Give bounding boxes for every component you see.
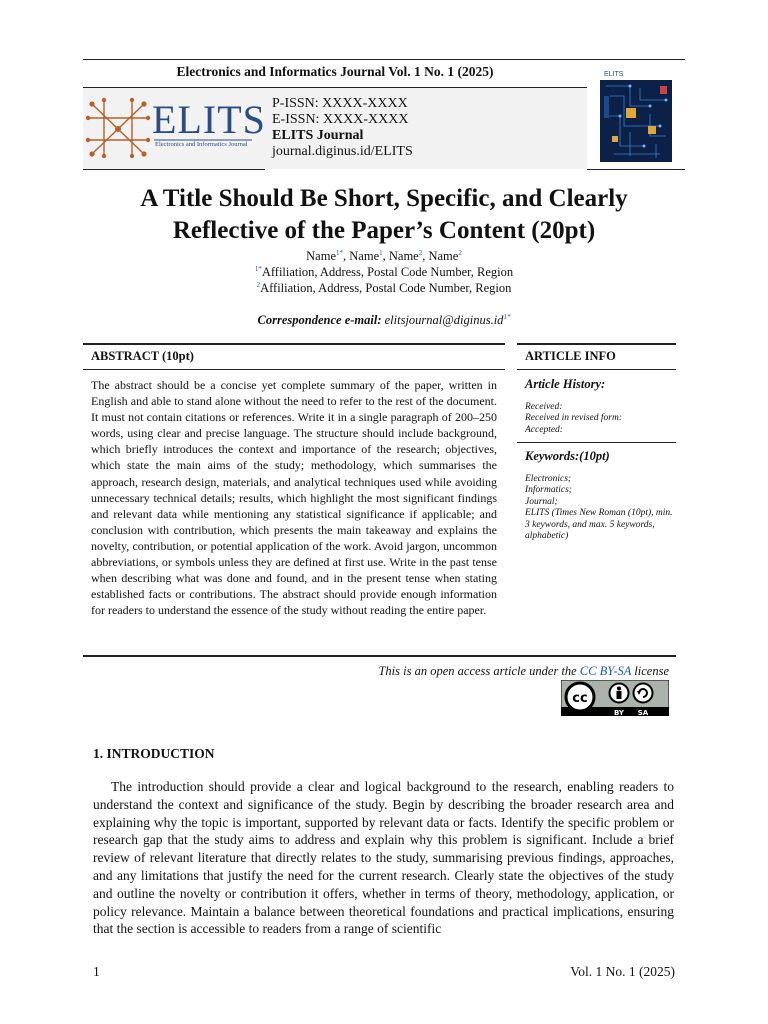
- author-name: Name: [349, 249, 380, 264]
- journal-line: Electronics and Informatics Journal Vol. 1 No. 1 (2025): [176, 64, 494, 79]
- license-statement: [300, 664, 669, 679]
- e-issn: E-ISSN: XXXX-XXXX: [272, 112, 409, 127]
- license-link[interactable]: CC BY-SA: [579, 664, 632, 678]
- issn-block: [272, 96, 413, 160]
- affiliation-1: [60, 265, 708, 280]
- journal-url: journal.diginus.id/ELITS: [272, 144, 413, 159]
- sa-label: SA: [637, 709, 649, 716]
- author-name: Name: [306, 249, 337, 264]
- history-revised: Received in revised form:: [525, 413, 622, 424]
- header-bottom-rule-left: [83, 169, 265, 170]
- cover-label: ELITS: [604, 71, 624, 78]
- author-sup: 2: [418, 249, 423, 257]
- info-top-rule: [517, 343, 676, 345]
- introduction-heading: 1. INTRODUCTION: [93, 746, 215, 761]
- keywords-list: [525, 474, 673, 542]
- page-number: 1: [93, 964, 100, 979]
- author-name: Name: [428, 249, 459, 264]
- history-received: Received:: [525, 402, 563, 412]
- affiliation-text: Affiliation, Address, Postal Code Number, Region: [260, 281, 512, 296]
- logo-subtitle: Electronics and Informatics Journal: [155, 141, 248, 148]
- author-sup: 2: [458, 249, 462, 257]
- keyword-item: Informatics;: [525, 485, 572, 496]
- abstract-top-rule: [83, 343, 505, 345]
- keywords-heading: Keywords:(10pt): [525, 449, 610, 463]
- by-label: BY: [613, 709, 625, 716]
- paper-title: [60, 183, 708, 247]
- journal-cover-image: [600, 66, 672, 162]
- logo-wordmark: ELITS: [152, 97, 266, 142]
- introduction-body: The introduction should provide a clear and logical background to the research, enabling readers to understand the context and significance of the study. Begin by describing the broader research area and explaining why the topic is important, supported by relevant data or facts. Identify the specific problem or research gap that the study aims to address and explain why this problem is significant. Include a brief review of relevant literature that directly relates to the study, summarising previous findings, approaches, and any limitations that justify the need for the current research. Clearly state the objectives of the study and outline the novelty or contribution it offers, whether in terms of theory, methodology, application, or policy relevance. Maintain a balance between theoretical foundations and practical implications, ensuring that the section is accessible to readers from a range of scientific: [93, 779, 674, 937]
- article-info-heading: ARTICLE INFO: [525, 349, 616, 363]
- p-issn: P-ISSN: XXXX-XXXX: [272, 96, 408, 111]
- keywords-rule: [517, 442, 676, 443]
- correspondence-email[interactable]: elitsjournal@diginus.id: [384, 313, 504, 328]
- affiliation-sup: 1*: [254, 265, 262, 273]
- cc-letters: cc: [572, 691, 588, 706]
- abstract-heading: ABSTRACT (10pt): [91, 349, 194, 363]
- license-suffix: license: [631, 664, 669, 678]
- history-accepted: Accepted:: [525, 424, 563, 435]
- abstract-head-rule: [83, 369, 505, 370]
- author-sup: 1: [379, 249, 383, 257]
- abstract-bottom-rule: [83, 655, 676, 657]
- author-list: Name$^{1*}$, Name$^1$, Name$^2$, Name$^2$: [306, 249, 462, 264]
- correspondence-sup: 1*: [503, 313, 511, 321]
- abstract-body: The abstract should be a concise yet complete summary of the paper, written in English and able to stand alone without the need to refer to the rest of the document. It must not contain citations or references. Write it in a single paragraph of 200–250 words, using clear and precise language. The structure should include background, which briefly introduces the context and importance of the research; objectives, which state the main aims of the study; methodology, which summarises the approach, research design, materials, and analytical techniques used while avoiding unnecessary technical details; results, which highlight the most significant findings and relevant data while mentioning any statistical significance if applicable; and conclusion with contribution, which presents the main takeaway and explains the novelty, contribution, or potential application of the work. Avoid jargon, uncommon abbreviations, or symbols unless they are defined at first use. Write in the past tense when describing what was done and found, and in the present tense when stating established facts or contributions. The abstract should provide enough information for readers to understand the essence of the study without reading the entire paper.: [91, 378, 497, 618]
- affiliation-sup: 2: [256, 281, 261, 289]
- info-head-rule: [517, 369, 676, 370]
- article-history-list: [525, 402, 622, 436]
- title-line-1: A Title Should Be Short, Specific, and Clearly: [140, 185, 628, 212]
- affiliation-2: [60, 281, 708, 296]
- header-bottom-rule-right: [587, 169, 685, 170]
- circuit-cover-icon: [600, 66, 672, 162]
- footer-volume: Vol. 1 No. 1 (2025): [570, 964, 675, 979]
- affiliation-text: Affiliation, Address, Postal Code Number, Region: [261, 265, 514, 280]
- license-prefix: This is an open access article under the: [378, 664, 580, 678]
- article-history-heading: Article History:: [525, 377, 606, 391]
- journal-name: ELITS Journal: [272, 128, 364, 143]
- author-sup: 1*: [336, 249, 344, 257]
- correspondence-line: [60, 313, 708, 328]
- keyword-item: Journal;: [525, 496, 558, 507]
- correspondence-label: Correspondence e-mail:: [257, 313, 382, 328]
- author-name: Name: [388, 249, 419, 264]
- keyword-item: ELITS (Times New Roman (10pt), min. 3 keywords, and max. 5 keywords, alphabetic): [525, 508, 673, 542]
- header-top-rule: [83, 59, 685, 60]
- title-line-2: Reflective of the Paper’s Content (20pt): [172, 217, 596, 244]
- cc-by-sa-icon[interactable]: [561, 680, 669, 716]
- keyword-item: Electronics;: [525, 474, 572, 484]
